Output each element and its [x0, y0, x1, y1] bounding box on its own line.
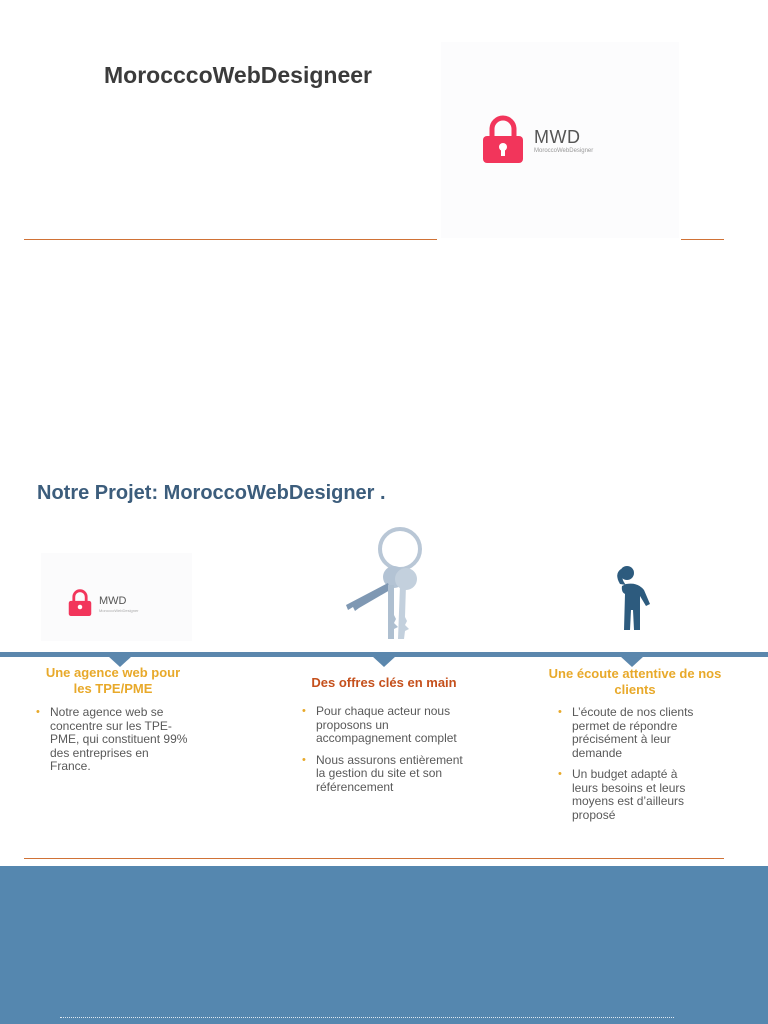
list-item: • Nous assurons entièrement la gestion du site et son référencement: [302, 754, 464, 795]
column-2-list: [302, 705, 464, 802]
section-divider: [24, 858, 724, 859]
list-item: • Un budget adapté à leurs besoins et leurs moyens est d’ailleurs proposé: [558, 768, 706, 822]
lock-icon: [66, 589, 94, 616]
brand-name: MWD: [534, 127, 581, 147]
header-divider-left: [24, 239, 437, 240]
header-divider-right: [681, 239, 724, 240]
list-item: • Pour chaque acteur nous proposons un accompagnement complet: [302, 705, 464, 746]
column-1-title: Une agence web pour les TPE/PME: [45, 665, 181, 696]
brand-name-small: MWD: [99, 595, 127, 607]
section-title: Notre Projet: MoroccoWebDesigner .: [37, 482, 386, 504]
column-1-list: [36, 706, 192, 782]
brand-tagline-small: MoroccoWebDesigner: [99, 608, 139, 613]
brand-tagline: MoroccoWebDesigner: [534, 148, 594, 154]
column-3-list: [558, 706, 706, 830]
list-item: • Notre agence web se concentre sur les TPE-PME, qui constituent 99% des entreprises en France.: [36, 706, 192, 774]
site-title: MorocccoWebDesigneer: [104, 62, 372, 88]
footer-dotted-line: [60, 1017, 674, 1018]
brand-logo-small: [41, 553, 192, 641]
brand-logo: [441, 42, 679, 238]
listening-person-icon: [610, 564, 660, 632]
footer-band: [0, 866, 768, 1024]
list-item: • L’écoute de nos clients permet de répondre précisément à leur demande: [558, 706, 706, 760]
timeline-marker-2: [372, 656, 396, 667]
column-2-title: Des offres clés en main: [311, 675, 457, 690]
keys-icon: [338, 527, 428, 645]
column-3-title: Une écoute attentive de nos clients: [548, 666, 722, 697]
lock-icon: [481, 115, 525, 163]
